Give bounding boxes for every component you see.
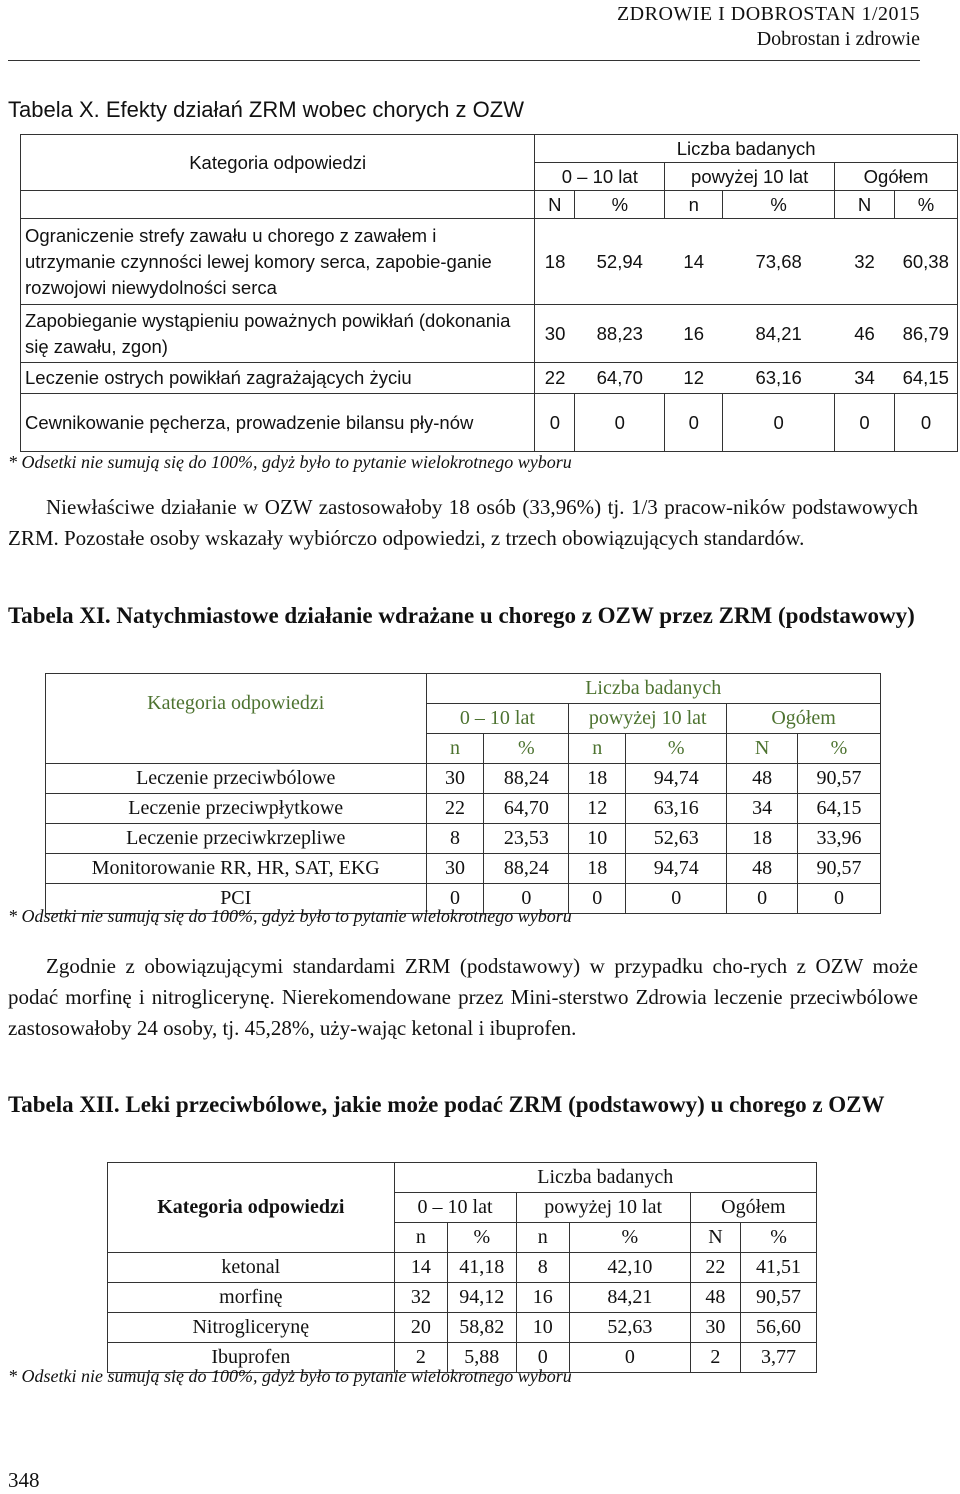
table10-group-header: Liczba badanych [535,135,958,163]
cell: 18 [569,854,626,884]
table11-group-header: Liczba badanych [426,674,881,704]
table10-col-group: powyżej 10 lat [665,163,835,191]
cell: 0 [426,884,484,914]
table10-col-group: 0 – 10 lat [535,163,665,191]
cell: 42,10 [569,1253,690,1283]
table-row [46,824,881,854]
cell: 64,15 [798,794,881,824]
table11 [45,673,881,914]
table12-caption: Tabela XII. Leki przeciwbólowe, jakie może podać ZRM (podstawowy) u chorego z OZW [8,1092,885,1117]
table-row [21,363,958,394]
table10-sub-header: % [895,191,958,219]
row-label: PCI [46,884,427,914]
paragraph-1: Niewłaściwe działanie w OZW zastosowałoby 18 osób (33,96%) tj. 1/3 pracow-ników podstawowych ZRM. Pozostałe osoby wskazały wybiórczo odpowiedzi, z trzech obowiązujących standardów. [8,495,918,550]
table10-sub-header: N [835,191,895,219]
table10 [20,134,958,452]
cell: 0 [798,884,881,914]
table12-sub-header: n [394,1223,447,1253]
cell: 0 [569,1343,690,1373]
cell: 84,21 [723,305,835,363]
row-label: morfinę [108,1283,395,1313]
cell: 34 [727,794,798,824]
cell: 34 [835,363,895,394]
cell: 88,23 [575,305,665,363]
cell: 88,24 [484,854,569,884]
table11-col-group: 0 – 10 lat [426,704,569,734]
table-row [108,1283,817,1313]
table11-sub-header: n [426,734,484,764]
cell: 18 [535,219,575,305]
journal-line [320,3,920,26]
table-row [108,1313,817,1343]
cell: 46 [835,305,895,363]
table10-caption: Tabela X. Efekty działań ZRM wobec chorych z OZW [8,97,524,122]
cell: 56,60 [741,1313,817,1343]
cell: 18 [727,824,798,854]
cell: 8 [426,824,484,854]
cell: 52,63 [569,1313,690,1343]
row-label: Zapobieganie wystąpieniu poważnych powikłań (dokonania się zawału, zgon) [21,305,535,363]
cell: 22 [690,1253,740,1283]
table10-sub-header: N [535,191,575,219]
row-label: Cewnikowanie pęcherza, prowadzenie bilansu pły-nów [21,394,535,452]
row-label: Leczenie przeciwpłytkowe [46,794,427,824]
table-row [21,305,958,363]
cell: 0 [516,1343,569,1373]
table11-sub-header: N [727,734,798,764]
cell: 94,12 [448,1283,516,1313]
cell: 30 [535,305,575,363]
cell: 90,57 [798,764,881,794]
table10-sub-header: n [665,191,723,219]
journal-title: ZDROWIE I DOBROSTAN [616,3,856,25]
table12-col-group: 0 – 10 lat [394,1193,516,1223]
table11-caption: Tabela XI. Natychmiastowe działanie wdrażane u chorego z OZW przez ZRM (podstawowy) [8,603,915,628]
cell: 32 [394,1283,447,1313]
cell: 41,51 [741,1253,817,1283]
page-number: 348 [8,1468,40,1492]
cell: 20 [394,1313,447,1343]
table-row [46,854,881,884]
cell: 94,74 [626,854,727,884]
cell: 84,21 [569,1283,690,1313]
cell: 90,57 [741,1283,817,1313]
cell: 0 [665,394,723,452]
table-row [46,764,881,794]
cell: 22 [535,363,575,394]
row-label: ketonal [108,1253,395,1283]
row-label: Leczenie ostrych powikłań zagrażających życiu [21,363,535,394]
cell: 63,16 [626,794,727,824]
table11-empty-cell [46,734,427,764]
table10-note: * Odsetki nie sumują się do 100%, gdyż było to pytanie wielokrotnego wyboru [8,452,572,472]
cell: 94,74 [626,764,727,794]
table12-col-group: Ogółem [690,1193,816,1223]
cell: 16 [665,305,723,363]
table11-sub-header: % [798,734,881,764]
cell: 90,57 [798,854,881,884]
table-row [46,794,881,824]
table-row [108,1253,817,1283]
row-label: Monitorowanie RR, HR, SAT, EKG [46,854,427,884]
table12-sub-header: % [741,1223,817,1253]
cell: 64,70 [484,794,569,824]
table-row [21,394,958,452]
cell: 0 [569,884,626,914]
table10-category-header: Kategoria odpowiedzi [21,135,535,191]
cell: 0 [727,884,798,914]
cell: 30 [690,1313,740,1343]
cell: 33,96 [798,824,881,854]
cell: 0 [723,394,835,452]
row-label: Leczenie przeciwbólowe [46,764,427,794]
table-row [21,219,958,305]
table12-sub-header: % [569,1223,690,1253]
cell: 64,15 [895,363,958,394]
table11-sub-header: % [484,734,569,764]
table10-sub-header: % [723,191,835,219]
cell: 3,77 [741,1343,817,1373]
cell: 5,88 [448,1343,516,1373]
table12 [107,1162,817,1373]
table11-sub-header: n [569,734,626,764]
table11-sub-header: % [626,734,727,764]
cell: 14 [394,1253,447,1283]
running-header [320,0,920,51]
journal-subtitle: Dobrostan i zdrowie [756,28,920,50]
table12-category-header: Kategoria odpowiedzi [108,1163,395,1253]
cell: 60,38 [895,219,958,305]
cell: 10 [569,824,626,854]
cell: 88,24 [484,764,569,794]
cell: 48 [690,1283,740,1313]
cell: 0 [895,394,958,452]
cell: 32 [835,219,895,305]
table10-empty-cell [21,191,535,219]
cell: 48 [727,764,798,794]
cell: 23,53 [484,824,569,854]
cell: 10 [516,1313,569,1343]
cell: 14 [665,219,723,305]
cell: 63,16 [723,363,835,394]
cell: 12 [569,794,626,824]
cell: 8 [516,1253,569,1283]
table12-col-group: powyżej 10 lat [516,1193,690,1223]
table10-sub-header: % [575,191,665,219]
cell: 41,18 [448,1253,516,1283]
table12-sub-header: n [516,1223,569,1253]
cell: 73,68 [723,219,835,305]
table11-col-group: powyżej 10 lat [569,704,727,734]
cell: 2 [394,1343,447,1373]
row-label: Nitroglicerynę [108,1313,395,1343]
paragraph-2: Zgodnie z obowiązującymi standardami ZRM (podstawowy) w przypadku cho-rych z OZW może podać morfinę i nitroglicerynę. Nierekomendowane przez Mini-sterstwo Zdrowia leczenie przeciwbólowe zastosowałoby 24 osoby, tj. 45,28%, uży-wając ketonal i ibuprofen. [8,954,918,1040]
table12-group-header: Liczba badanych [394,1163,816,1193]
table10-col-group: Ogółem [835,163,958,191]
journal-issue: 1/2015 [861,3,920,25]
row-label: Ibuprofen [108,1343,395,1373]
header-rule [8,60,920,61]
cell: 18 [569,764,626,794]
table12-sub-header: % [448,1223,516,1253]
cell: 30 [426,764,484,794]
cell: 64,70 [575,363,665,394]
cell: 12 [665,363,723,394]
row-label: Leczenie przeciwkrzepliwe [46,824,427,854]
row-label: Ograniczenie strefy zawału u chorego z zawałem i utrzymanie czynności lewej komory serca, zapobie-ganie rozwojowi niewydolności serca [21,219,535,305]
cell: 16 [516,1283,569,1313]
table12-sub-header: N [690,1223,740,1253]
cell: 52,63 [626,824,727,854]
cell: 52,94 [575,219,665,305]
cell: 0 [535,394,575,452]
cell: 0 [484,884,569,914]
cell: 0 [575,394,665,452]
cell: 58,82 [448,1313,516,1343]
table11-col-group: Ogółem [727,704,881,734]
table11-category-header: Kategoria odpowiedzi [46,674,427,734]
cell: 2 [690,1343,740,1373]
cell: 22 [426,794,484,824]
cell: 48 [727,854,798,884]
table12-note: * Odsetki nie sumują się do 100%, gdyż było to pytanie wielokrotnego wyboru [8,1366,572,1386]
cell: 0 [835,394,895,452]
table11-note: * Odsetki nie sumują się do 100%, gdyż było to pytanie wielokrotnego wyboru [8,906,572,926]
cell: 0 [626,884,727,914]
cell: 30 [426,854,484,884]
cell: 86,79 [895,305,958,363]
